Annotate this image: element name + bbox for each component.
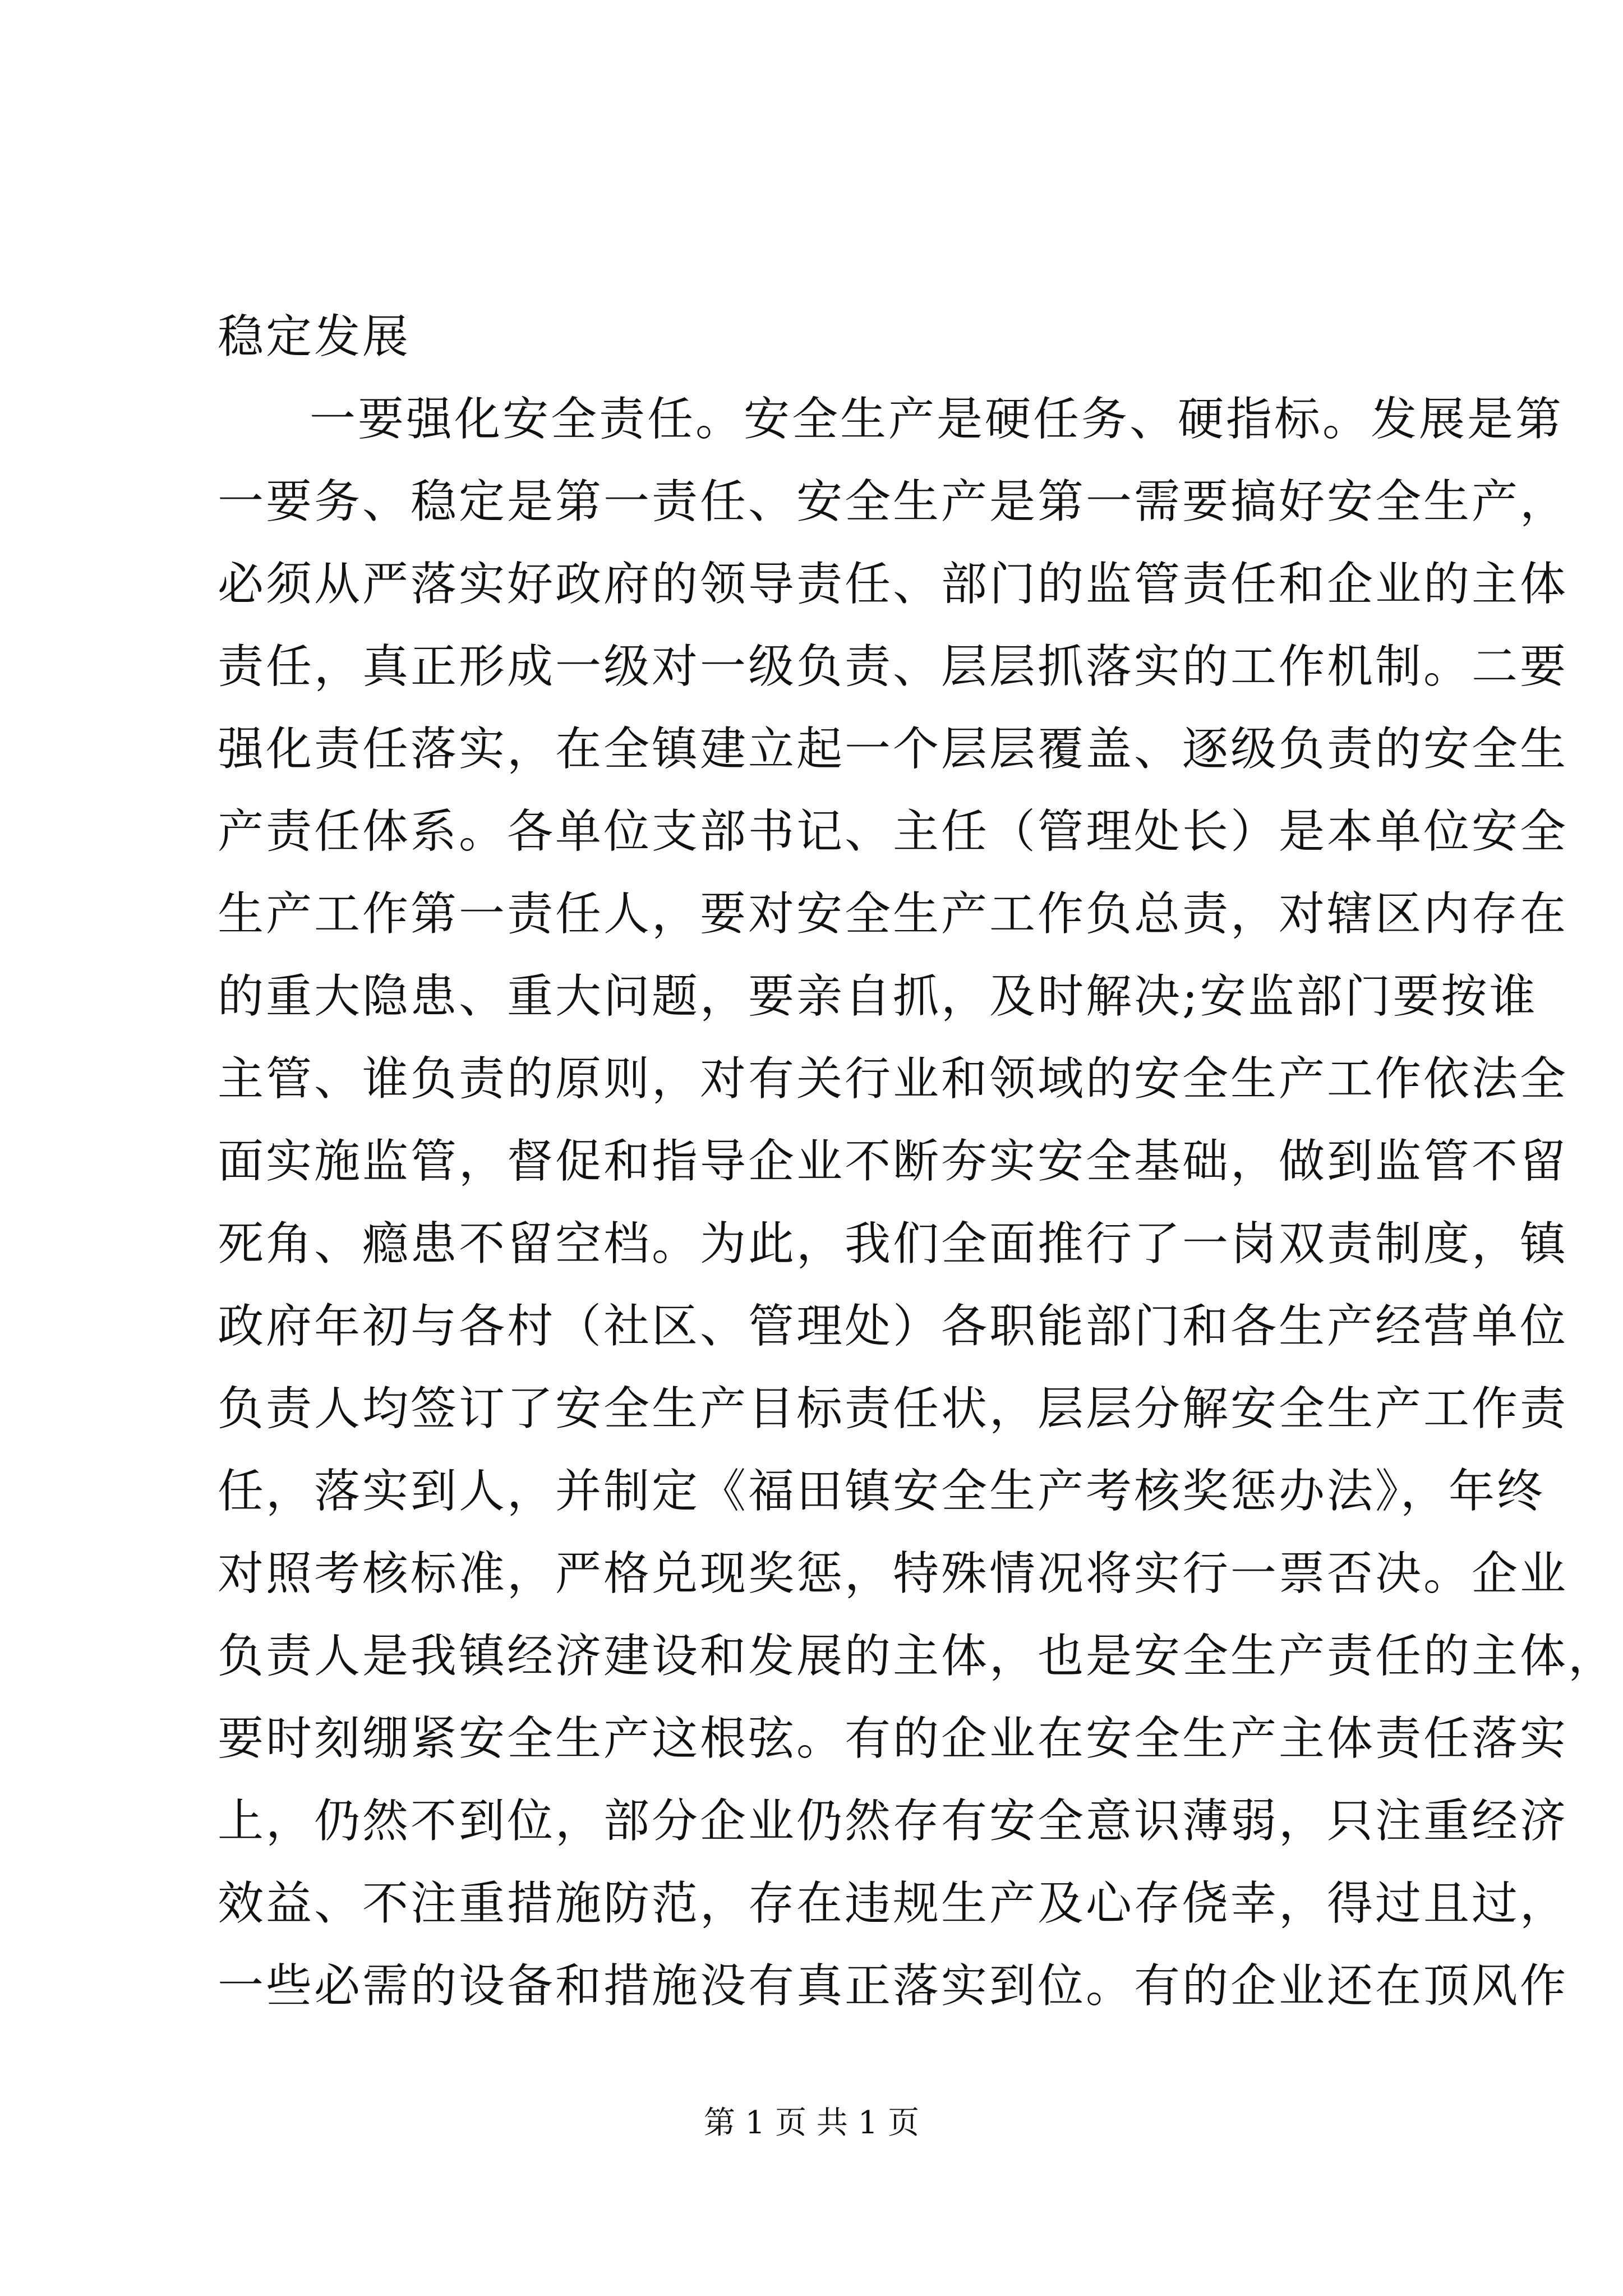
- text-line: 一要强化安全责任。安全生产是硬任务、硬指标。发展是第: [310, 393, 1564, 446]
- text-line: 强化责任落实，在全镇建立起一个层层覆盖、逐级负责的安全生: [218, 723, 1569, 776]
- text-line: 一些必需的设备和措施没有真正落实到位。有的企业还在顶风作: [218, 1959, 1569, 2013]
- page-footer: 第 1 页 共 1 页: [703, 2105, 920, 2141]
- text-line: 责任，真正形成一级对一级负责、层层抓落实的工作机制。二要: [218, 640, 1569, 693]
- text-line: 主管、谁负责的原则，对有关行业和领域的安全生产工作依法全: [218, 1052, 1569, 1106]
- text-line: 的重大隐患、重大问题，要亲自抓，及时解决;安监部门要按谁: [218, 970, 1538, 1023]
- text-line: 负责人是我镇经济建设和发展的主体，也是安全生产责任的主体，: [218, 1630, 1617, 1683]
- text-line: 产责任体系。各单位支部书记、主任（管理处长）是本单位安全: [218, 805, 1569, 858]
- text-line: 负责人均签订了安全生产目标责任状，层层分解安全生产工作责: [218, 1382, 1569, 1435]
- text-line: 一要务、稳定是第一责任、安全生产是第一需要搞好安全生产，: [218, 475, 1569, 528]
- text-line: 上，仍然不到位，部分企业仍然存有安全意识薄弱，只注重经济: [218, 1795, 1569, 1848]
- text-line: 要时刻绷紧安全生产这根弦。有的企业在安全生产主体责任落实: [218, 1712, 1569, 1765]
- text-line: 稳定发展: [218, 310, 411, 364]
- text-line: 生产工作第一责任人，要对安全生产工作负总责，对辖区内存在: [218, 887, 1569, 941]
- document-body: [218, 301, 1617, 2032]
- text-line: 政府年初与各村（社区、管理处）各职能部门和各生产经营单位: [218, 1300, 1569, 1353]
- text-line: 任，落实到人，并制定《福田镇安全生产考核奖惩办法》，年终: [218, 1465, 1546, 1518]
- text-line: 对照考核标准，严格兑现奖惩，特殊情况将实行一票否决。企业: [218, 1547, 1569, 1600]
- text-line: 必须从严落实好政府的领导责任、部门的监管责任和企业的主体: [218, 558, 1569, 611]
- text-line: 效益、不注重措施防范，存在违规生产及心存侥幸，得过且过，: [218, 1877, 1569, 1930]
- text-line: 死角、瘾患不留空档。为此，我们全面推行了一岗双责制度，镇: [218, 1217, 1569, 1271]
- text-line: 面实施监管，督促和指导企业不断夯实安全基础，做到监管不留: [218, 1135, 1569, 1188]
